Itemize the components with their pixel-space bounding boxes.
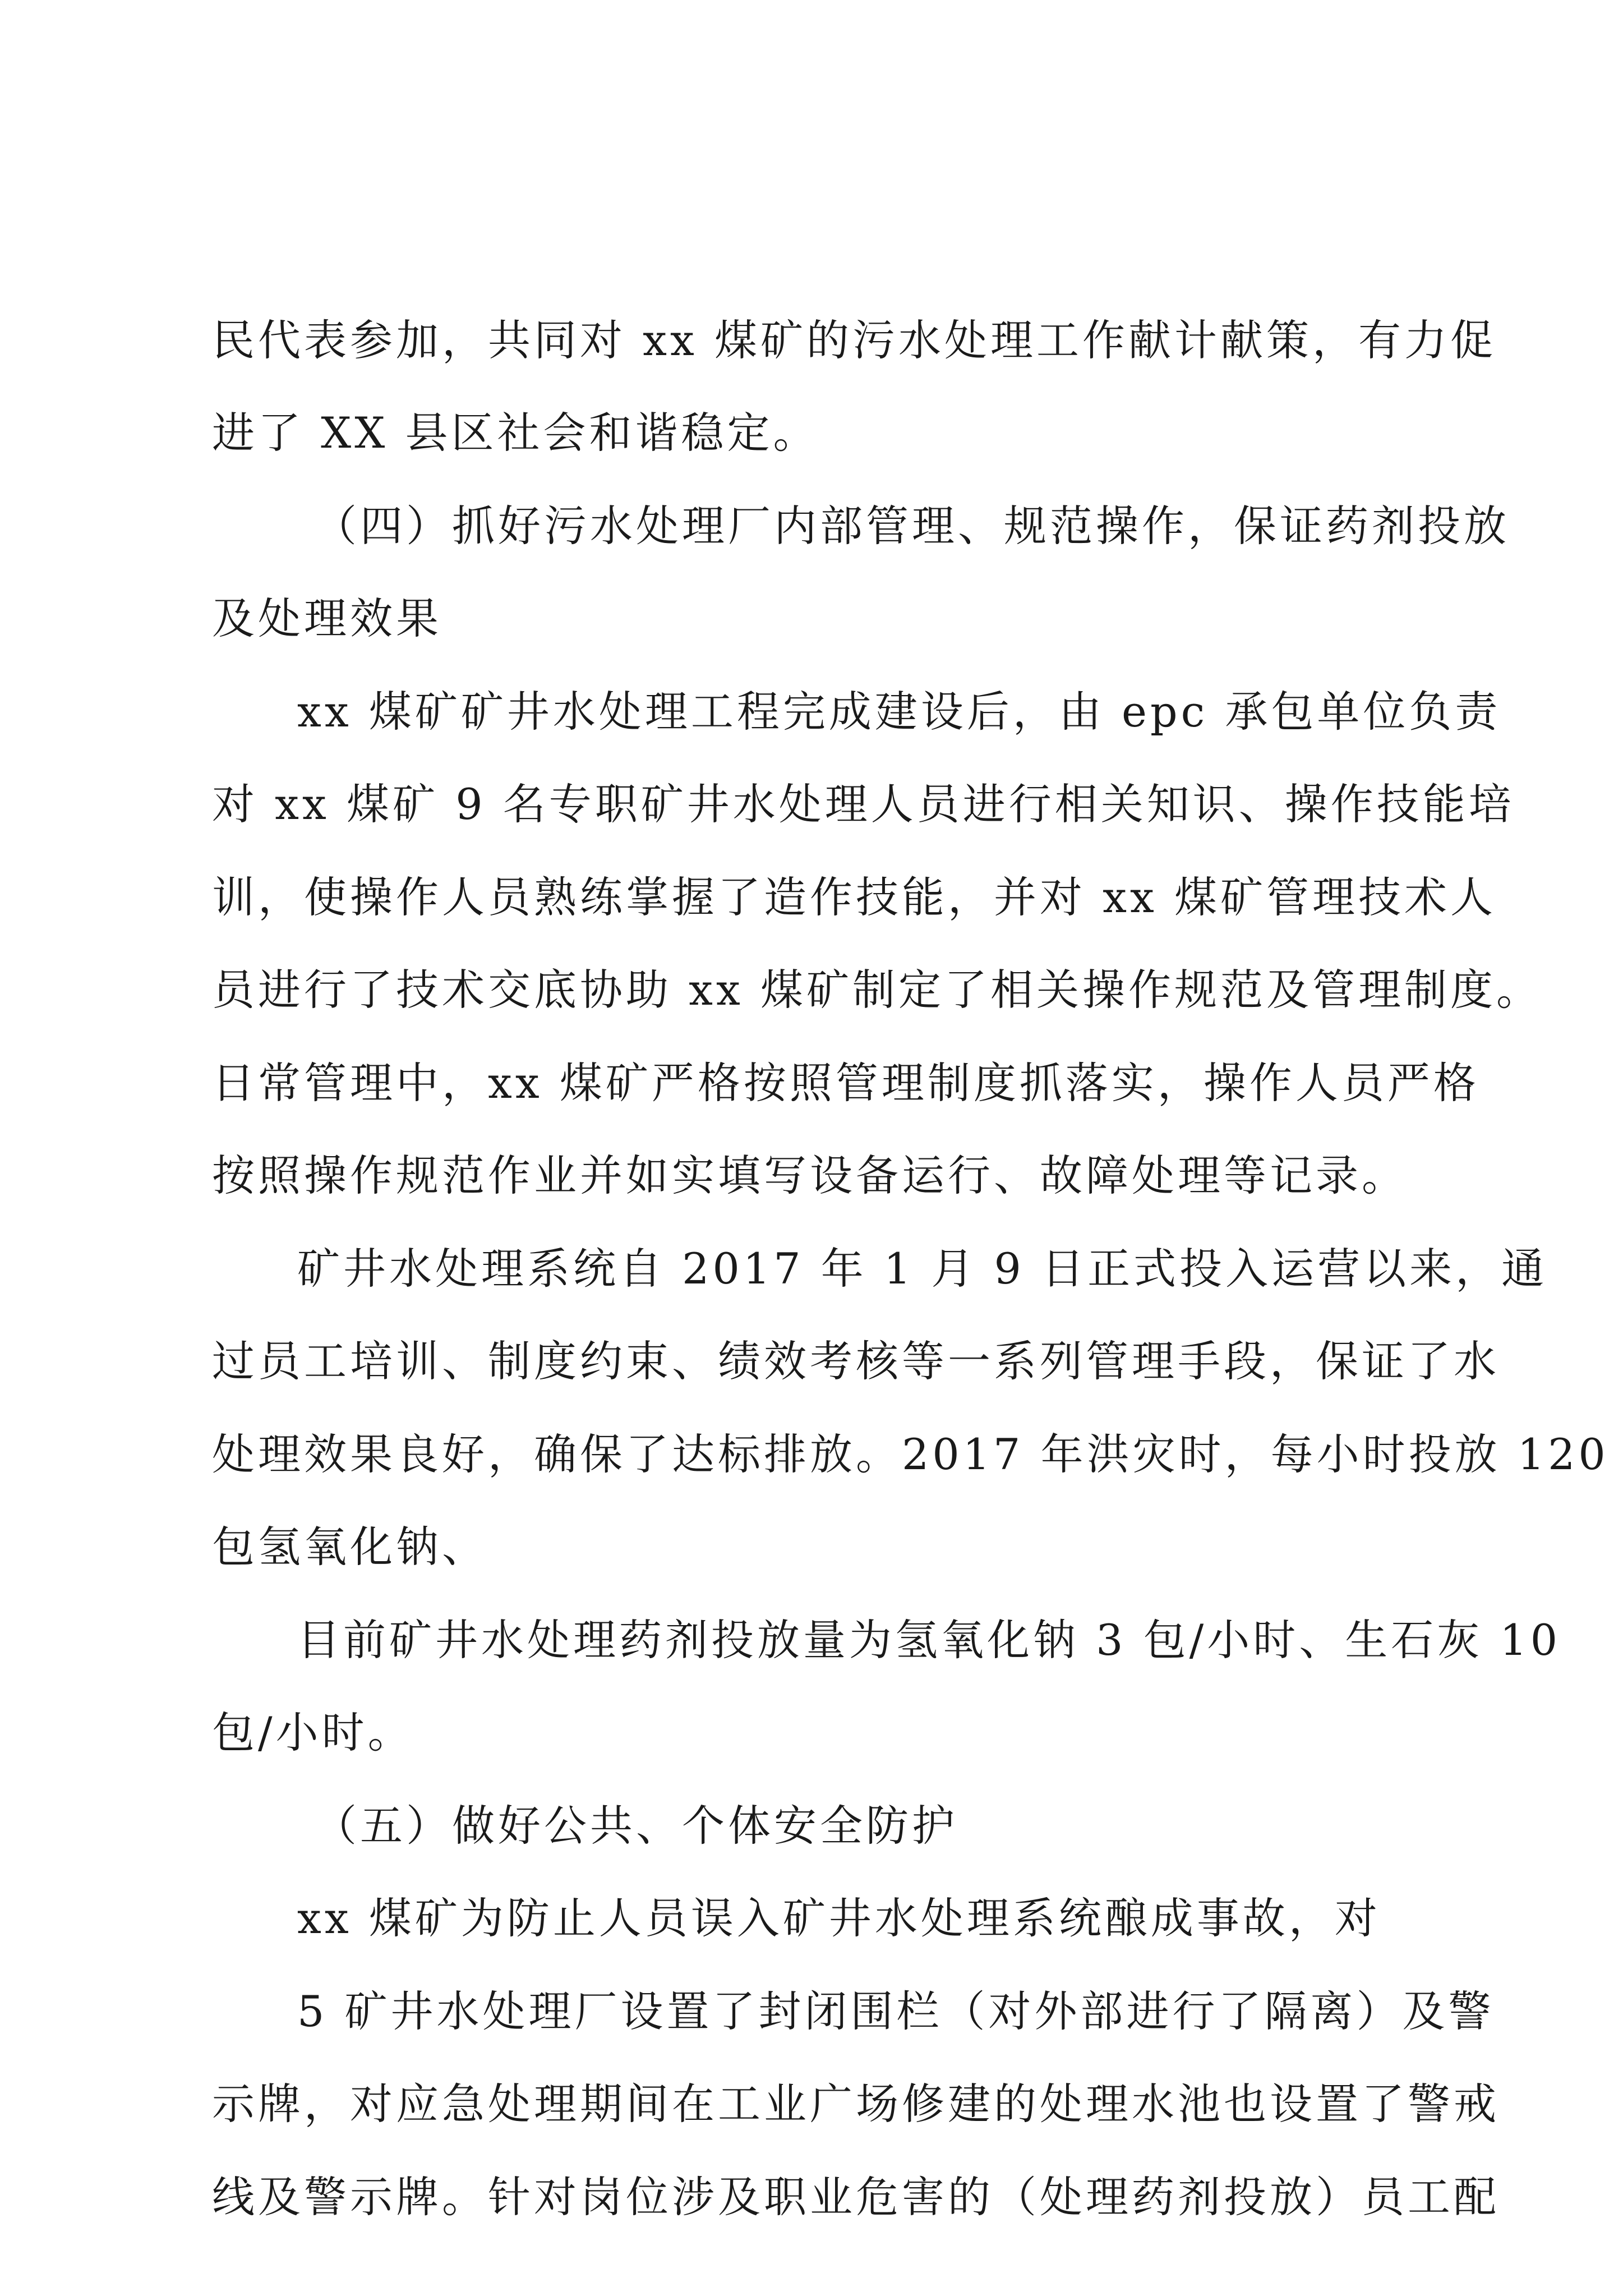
- text-line-20: 示牌，对应急处理期间在工业广场修建的处理水池也设置了警戒: [212, 2079, 1500, 2129]
- section-heading-5: （五）做好公共、个体安全防护: [314, 1801, 958, 1851]
- text-line-11: 矿井水处理系统自 2017 年 1 月 9 日正式投入运营以来，通: [297, 1244, 1548, 1294]
- text-line-18: xx 煤矿为防止人员误入矿井水处理系统酿成事故，对: [297, 1893, 1381, 1943]
- text-line-2: 进了 XX 县区社会和谐稳定。: [212, 408, 819, 458]
- text-line-12: 过员工培训、制度约束、绩效考核等一系列管理手段，保证了水: [212, 1336, 1500, 1386]
- text-line-10: 按照操作规范作业并如实填写设备运行、故障处理等记录。: [212, 1151, 1408, 1200]
- text-line-5: xx 煤矿矿井水处理工程完成建设后，由 epc 承包单位负责: [297, 687, 1501, 737]
- text-line-8: 员进行了技术交底协助 xx 煤矿制定了相关操作规范及管理制度。: [212, 965, 1543, 1015]
- text-line-16: 包/小时。: [212, 1708, 414, 1757]
- text-line-19: 5 矿井水处理厂设置了封闭围栏（对外部进行了隔离）及警: [297, 1986, 1495, 2036]
- text-line-1: 民代表参加，共同对 xx 煤矿的污水处理工作献计献策，有力促: [212, 315, 1497, 365]
- section-heading-4-continued: 及处理效果: [212, 593, 442, 643]
- text-line-7: 训，使操作人员熟练掌握了造作技能，并对 xx 煤矿管理技术人: [212, 872, 1497, 922]
- text-line-13: 处理效果良好，确保了达标排放。2017 年洪灾时，每小时投放 120: [212, 1429, 1609, 1479]
- text-line-21: 线及警示牌。针对岗位涉及职业危害的（处理药剂投放）员工配: [212, 2172, 1500, 2222]
- text-line-9: 日常管理中，xx 煤矿严格按照管理制度抓落实，操作人员严格: [212, 1058, 1479, 1108]
- text-line-6: 对 xx 煤矿 9 名专职矿井水处理人员进行相关知识、操作技能培: [212, 779, 1515, 829]
- text-line-14: 包氢氧化钠、: [212, 1522, 488, 1572]
- section-heading-4: （四）抓好污水处理厂内部管理、规范操作，保证药剂投放: [314, 501, 1510, 551]
- text-line-15: 目前矿井水处理药剂投放量为氢氧化钠 3 包/小时、生石灰 10: [297, 1615, 1561, 1665]
